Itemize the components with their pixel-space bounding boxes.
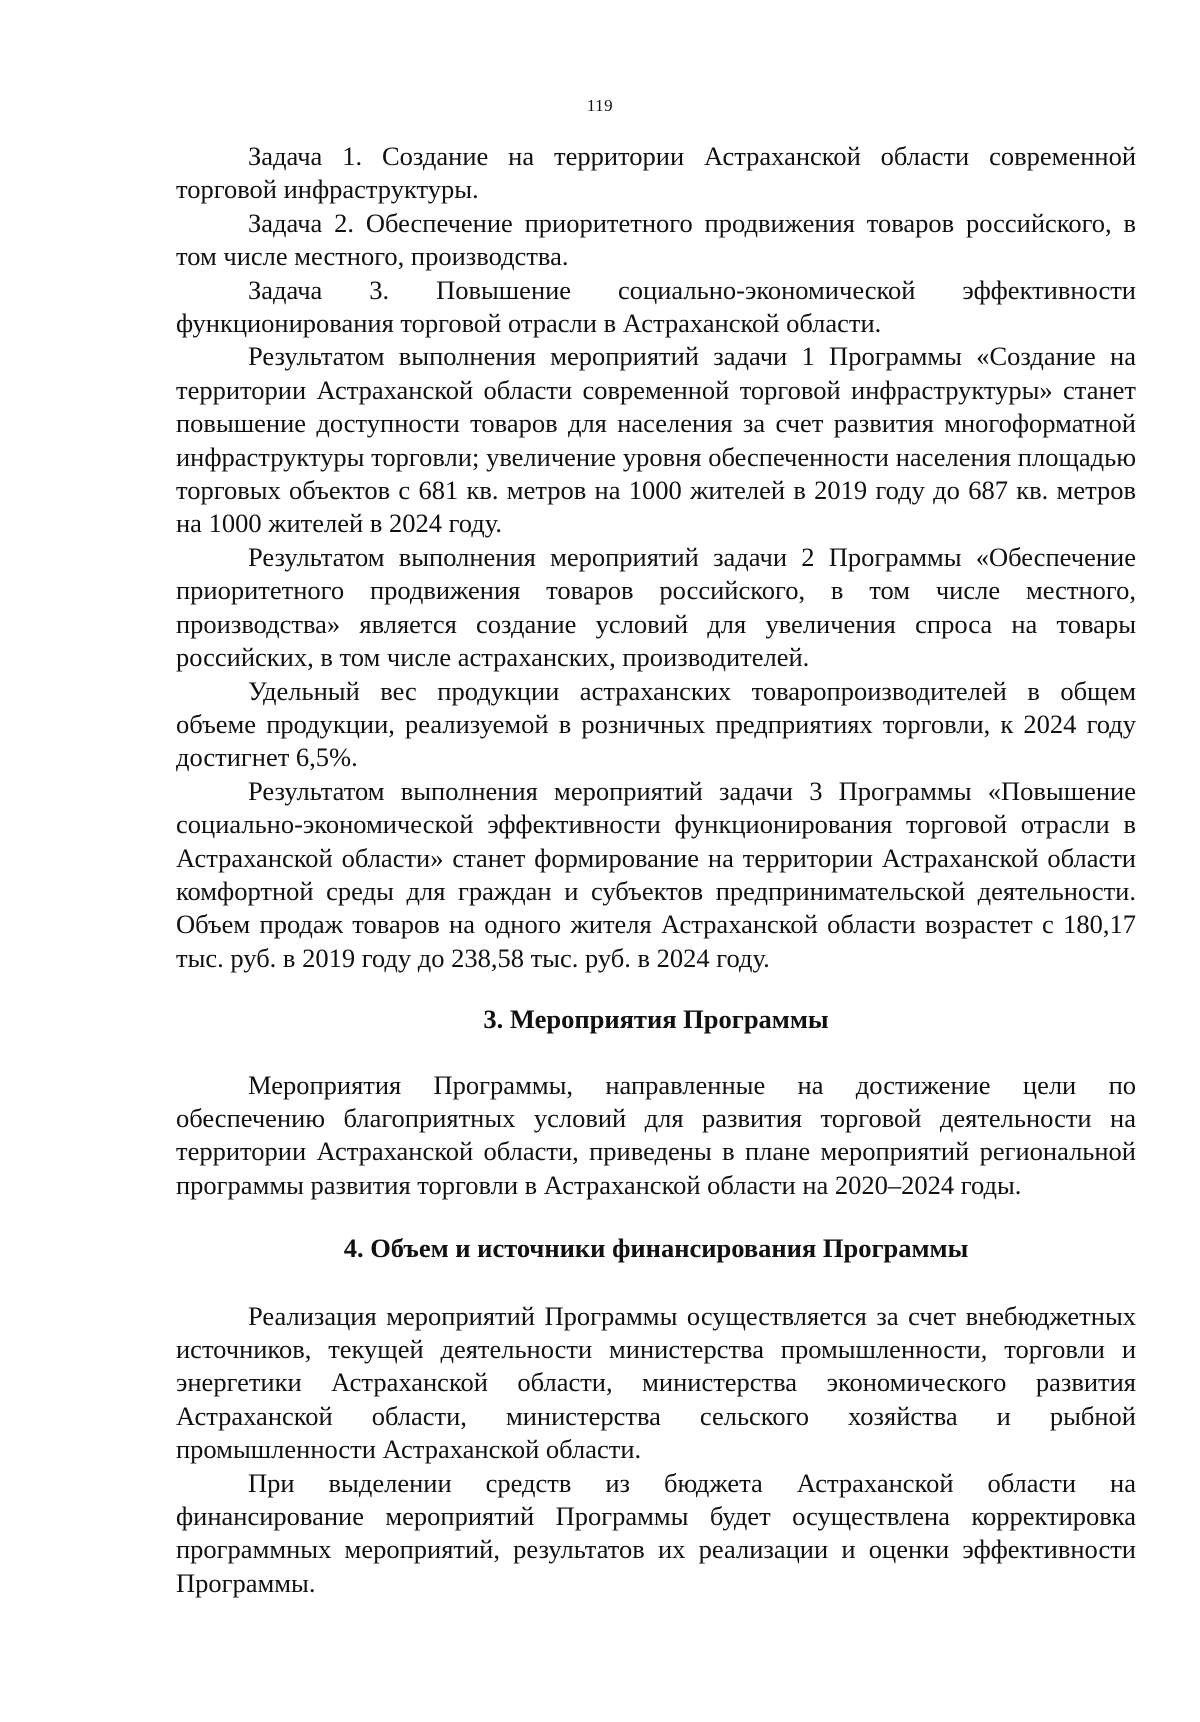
paragraph-section-4-budget: При выделении средств из бюджета Астраханской области на финансирование мероприятий Программы будет осуществлена корректировка программных мероприятий, результатов их реализации и оценки эффективности Программы. (176, 1467, 1136, 1598)
paragraph-result-task-1: Результатом выполнения мероприятий задачи 1 Программы «Создание на территории Астраханской области современной торговой инфраструктуры» станет повышение доступности товаров для населения за счет развития многоформатной инфраструктуры торговли; увеличение уровня обеспеченности населения площадью торговых объектов с 681 кв. метров на 1000 жителей в 2019 году до 687 кв. метров на 1000 жителей в 2024 году. (176, 341, 1136, 539)
page-number: 119 (586, 96, 614, 115)
paragraph-result-task-2: Результатом выполнения мероприятий задачи 2 Программы «Обеспечение приоритетного продвижения товаров российского, в том числе местного, производства» является создание условий для увеличения спроса на товары российских, в том числе астраханских, производителей. (176, 541, 1136, 673)
paragraph-section-3: Мероприятия Программы, направленные на достижение цели по обеспечению благоприятных условий для развития торговой деятельности на территории Астраханской области, приведены в плане мероприятий региональной программы развития торговли в Астраханской области на 2020–2024 годы. (176, 1069, 1136, 1200)
paragraph-task-1: Задача 1. Создание на территории Астраханской области современной торговой инфраструктуры. (176, 141, 1136, 205)
section-3-heading: 3. Мероприятия Программы (483, 1004, 829, 1035)
paragraph-section-4-funding: Реализация мероприятий Программы осуществляется за счет внебюджетных источников, текущей деятельности министерства промышленности, торговли и энергетики Астраханской области, министерства экономического развития Астраханской области, министерства сельского хозяйства и рыбной промышленности Астраханской области. (176, 1300, 1136, 1465)
paragraph-result-task-3: Результатом выполнения мероприятий задачи 3 Программы «Повышение социально-экономической эффективности функционирования торговой отрасли в Астраханской области» станет формирование на территории Астраханской области комфортной среды для граждан и субъектов предпринимательской деятельности. Объем продаж товаров на одного жителя Астраханской области возрастет с 180,17 тыс. руб. в 2019 году до 238,58 тыс. руб. в 2024 году. (176, 775, 1136, 973)
document-body (176, 140, 1136, 1600)
section-4-heading: 4. Объем и источники финансирования Программы (343, 1233, 969, 1264)
paragraph-task-2: Задача 2. Обеспечение приоритетного продвижения товаров российского, в том числе местного, производства. (176, 207, 1136, 272)
paragraph-task-3: Задача 3. Повышение социально-экономической эффективности функционирования торговой отрасли в Астраханской области. (176, 274, 1136, 339)
paragraph-share-of-products: Удельный вес продукции астраханских товаропроизводителей в общем объеме продукции, реализуемой в розничных предприятиях торговли, к 2024 году достигнет 6,5%. (176, 675, 1136, 773)
